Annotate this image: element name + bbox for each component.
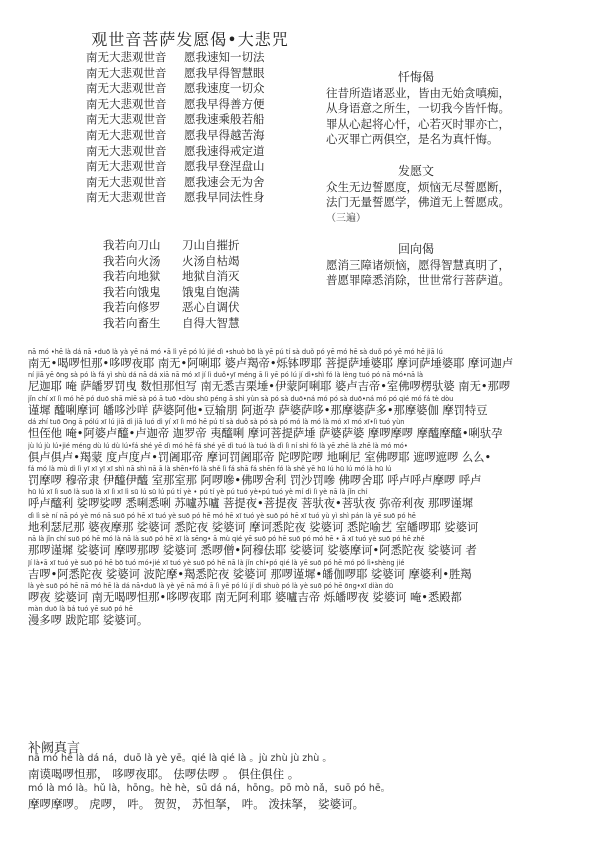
mantra-pinyin: fá mó là mù dì lì yī xī yī xī shì nā shì nā ā là shēn•fó là shě lì fá shā fá shēn fó là shě yē hū lú hū lú mó là hū lú bbox=[28, 465, 392, 474]
vow-line bbox=[86, 112, 265, 128]
repentance-line: 往昔所造诸恶业，皆由无始贪嗔痴， bbox=[326, 85, 510, 100]
vow-verses-block-2 bbox=[103, 238, 240, 332]
vow-invocation: 南无大悲观世音 bbox=[86, 159, 167, 174]
supplement-mantra bbox=[28, 752, 588, 812]
vow-result: 饿鬼自饱满 bbox=[182, 284, 240, 299]
repentance-title: 忏悔偈 bbox=[397, 70, 434, 84]
supplement-hanzi-line: 摩啰摩啰。 虎啰， 吽。 贺贺， 苏怛拏， 吽。 泼抹拏， 娑婆诃。 bbox=[28, 797, 365, 811]
vow-wish: 愿我速会无为舍 bbox=[184, 174, 265, 189]
mantra-hanzi: 吉啰•阿悉陀夜 娑婆诃 波陀摩•羯悉陀夜 娑婆诃 那啰谨墀•皤伽啰耶 娑婆诃 摩婆利•胜羯 bbox=[28, 567, 472, 581]
vow-line bbox=[86, 190, 265, 206]
vow-invocation: 南无大悲观世音 bbox=[86, 65, 167, 80]
mantra-pinyin: jù lú jù lú•jié méng dù lú dù lú•fá shé yē dì mó hē fá shé yē dì tuó là tuó là dì lì ní shì fó là yē zhē là zhē là mó mó• bbox=[28, 441, 408, 450]
repentance-line: 从身语意之所生，一切我今皆忏悔。 bbox=[326, 101, 510, 116]
vow-condition: 我若向地狱 bbox=[103, 269, 161, 284]
mantra-hanzi: 俱卢俱卢•羯蒙 度卢度卢•罚阇耶帝 摩诃罚阇耶帝 陀啰陀啰 地唎尼 室佛啰耶 遮啰遮啰 么么• bbox=[28, 450, 492, 464]
vow-line bbox=[86, 144, 265, 160]
mantra-pinyin: nā là jǐn chí suō pó hē mó là nā là suō pó hē xī là sēng• ā mù qié yē suō pó hē suō pó mó hē • ā xī tuó yè suō pó hē zhě bbox=[28, 535, 425, 544]
vow-line-2 bbox=[103, 316, 240, 332]
vow-line bbox=[86, 66, 265, 82]
mantra-pinyin: là yè suō pó hē nā mó hē là dá nā•duō là yè yē nā mó ā lì yē pó lú jí dì shuò pó là yè suō pó hē ōng•xī diàn dū bbox=[28, 582, 394, 591]
vow-invocation: 南无大悲观世音 bbox=[86, 50, 167, 64]
vow-result: 地狱自消灭 bbox=[182, 269, 240, 284]
vow-wish: 愿我早得善方便 bbox=[184, 96, 265, 111]
mantra-hanzi: 地利瑟尼那 婆夜摩那 娑婆诃 悉陀夜 娑婆诃 摩诃悉陀夜 娑婆诃 悉陀喻艺 室皤啰耶 娑婆诃 bbox=[28, 520, 479, 534]
mantra-hanzi: 啰夜 娑婆诃 南无喝啰怛那•哆啰夜耶 南无阿利耶 婆嚧吉帝 烁皤啰夜 娑婆诃 唵•悉殿都 bbox=[28, 591, 462, 605]
vow-wish: 愿我早得越苦海 bbox=[184, 127, 265, 142]
mantra-hanzi: 南无•喝啰怛那•哆啰夜耶 南无•阿唎耶 婆卢羯帝•烁钵啰耶 菩提萨埵婆耶 摩诃萨埵婆耶 摩诃迦卢 bbox=[28, 357, 514, 370]
repeat-note: （三遍） bbox=[326, 212, 366, 224]
vow-wish: 愿我早登涅盘山 bbox=[184, 159, 265, 174]
vow-condition: 我若向火汤 bbox=[103, 253, 161, 268]
vow-wish: 愿我速乘般若船 bbox=[184, 112, 265, 127]
vow-result: 恶心自调伏 bbox=[182, 300, 240, 315]
vow-invocation: 南无大悲观世音 bbox=[86, 112, 167, 127]
mantra-pinyin: Jí là•ā xī tuó yè suō pó hē bō tuó mó•jié xī tuó yè suō pó hē nā là jǐn chí•pó qié là yē suō pó hē mó pó lì•shèng jié bbox=[28, 558, 405, 567]
vow-wish: 愿我速得戒定道 bbox=[184, 143, 265, 158]
mantra-line bbox=[28, 418, 588, 441]
vow-text-line: 众生无边誓愿度，烦恼无尽誓愿断， bbox=[326, 179, 510, 194]
vow-line bbox=[86, 159, 265, 175]
vow-text-line: 法门无量誓愿学，佛道无上誓愿成。 bbox=[326, 195, 510, 210]
mantra-hanzi: 谨墀 醯唎摩诃 皤哆沙咩 萨婆阿他•豆输朋 阿逝孕 萨婆萨哆•那摩婆萨多•那摩婆伽 摩罚特豆 bbox=[28, 403, 488, 417]
mantra-line bbox=[28, 605, 588, 628]
vow-line-2 bbox=[103, 269, 240, 285]
mantra-line bbox=[28, 395, 588, 418]
mantra-pinyin: nā mó •hē là dá nā •duō là yà yē ná mó •ā lì yē pó lú jié dì •shuò bō là yē pú tí sà duǒ pó yē mó hē sà duǒ pó yē mó hē jiā lú bbox=[28, 348, 443, 356]
mantra-hanzi: 罚摩啰 穆帝隶 伊醯伊醯 室那室那 阿啰嘇•佛啰舍利 罚沙罚嘇 佛啰舍耶 呼卢呼卢摩啰 呼卢 bbox=[28, 474, 482, 488]
vow-wish: 愿我速度一切众 bbox=[184, 81, 265, 96]
vow-condition: 我若向饿鬼 bbox=[103, 284, 161, 299]
vow-line bbox=[86, 175, 265, 191]
vow-wish: 愿我早得智慧眼 bbox=[184, 65, 265, 80]
supplement-title: 补阙真言 bbox=[28, 741, 81, 756]
vow-line bbox=[86, 97, 265, 113]
mantra-line bbox=[28, 371, 588, 394]
vow-line-2 bbox=[103, 285, 240, 301]
vow-invocation: 南无大悲观世音 bbox=[86, 81, 167, 96]
mantra-pinyin: dá zhí tuō Ong ā pólú xī lú jiā dì jiā luó dì yí xī lì mó hē pú tí sà duǒ sà pó sà pó mó là mó là mó xī mó xī•lì tuó yùn bbox=[28, 418, 405, 427]
vow-wish: 愿我速知一切法 bbox=[184, 50, 265, 64]
repentance-verse bbox=[326, 70, 526, 148]
vow-wish: 愿我早同法性身 bbox=[184, 190, 265, 205]
mantra-pinyin: hū lú xī lì suō là suō là xī lì xī lì sū lú sū lú pú tí yè • pú tí yè pú tuó yè•pú tuó yè mí dì lì yè nā là jǐn chí bbox=[28, 488, 368, 497]
vow-line bbox=[86, 50, 265, 66]
vow-text-title: 发愿文 bbox=[397, 164, 434, 178]
repentance-line: 罪从心起将心忏，心若灭时罪亦亡， bbox=[326, 116, 510, 131]
vow-invocation: 南无大悲观世音 bbox=[86, 174, 167, 189]
vow-invocation: 南无大悲观世音 bbox=[86, 190, 167, 205]
mantra-line bbox=[28, 348, 588, 371]
mantra-hanzi: 呼卢醯利 娑啰娑啰 悉唎悉唎 苏嚧苏嚧 菩提夜•菩提夜 菩驮夜•菩驮夜 弥帝利夜 那啰谨墀 bbox=[28, 497, 474, 511]
vow-invocation: 南无大悲观世音 bbox=[86, 143, 167, 158]
page-title: 观世音菩萨发愿偈•大悲咒 bbox=[91, 30, 289, 49]
vow-condition: 我若向畜生 bbox=[103, 315, 161, 330]
dedication-line: 普愿罪障悉消除，世世常行菩萨道。 bbox=[326, 273, 510, 288]
mantra-line bbox=[28, 442, 588, 465]
vow-text bbox=[326, 164, 526, 226]
supplement-hanzi-line: 南谟喝啰怛那， 哆啰夜耶。 佉啰佉啰 。 俱住俱住 。 bbox=[28, 767, 300, 781]
mantra-line bbox=[28, 559, 588, 582]
mantra-line bbox=[28, 488, 588, 511]
mantra-line bbox=[28, 582, 588, 605]
great-compassion-mantra bbox=[28, 348, 588, 629]
mantra-pinyin: ní jiā yē ōng sà pó là fá yì shù dá nā dá xiā nā mó xī jí lì duǒ•yī méng ā lì yē pó lú jí dì•shì fó là lèng tuó pó nā mó•nā là bbox=[28, 371, 424, 380]
vow-line bbox=[86, 128, 265, 144]
mantra-line bbox=[28, 535, 588, 558]
mantra-hanzi: 漫多啰 跋陀耶 娑婆诃。 bbox=[28, 614, 149, 628]
vow-line bbox=[86, 81, 265, 97]
mantra-pinyin: jǐn chí xī lì mó hē pó duō shā miē sà pó ā tuō •dòu shū péng ā shì yùn sà pó sà duō•ná mó pó sà duō•ná mó pó qié mó fá tè dòu bbox=[28, 394, 454, 403]
dedication-title: 回向偈 bbox=[397, 242, 434, 256]
dedication-line: 愿消三障诸烦恼，愿得智慧真明了， bbox=[326, 257, 510, 272]
vow-condition: 我若向刀山 bbox=[103, 238, 161, 252]
vow-result: 火汤自枯竭 bbox=[182, 253, 240, 268]
vow-verses-block bbox=[86, 50, 265, 206]
vow-invocation: 南无大悲观世音 bbox=[86, 96, 167, 111]
mantra-line bbox=[28, 465, 588, 488]
dedication-verse bbox=[326, 242, 526, 289]
vow-result: 刀山自摧折 bbox=[182, 238, 240, 252]
vow-condition: 我若向修罗 bbox=[103, 300, 161, 315]
vow-line-2 bbox=[103, 254, 240, 270]
mantra-line bbox=[28, 512, 588, 535]
mantra-hanzi: 那啰谨墀 娑婆诃 摩啰那啰 娑婆诃 悉啰僧•阿穆佉耶 娑婆诃 娑婆摩诃•阿悉陀夜 娑婆诃 者 bbox=[28, 544, 477, 558]
vow-line-2 bbox=[103, 238, 240, 254]
mantra-hanzi: 尼迦耶 唵 萨皤罗罚曳 数怛那怛写 南无悉吉栗埵•伊蒙阿唎耶 婆卢吉帝•室佛啰楞驮婆 南无•那啰 bbox=[28, 380, 511, 394]
repentance-line: 心灭罪亡两俱空，是名为真忏悔。 bbox=[326, 132, 499, 147]
mantra-hanzi: 怛侄他 唵•阿婆卢醯•卢迦帝 迦罗帝 夷醯唎 摩诃菩提萨埵 萨婆萨婆 摩啰摩啰 摩醯摩醯•唎驮孕 bbox=[28, 427, 503, 441]
supplement-pinyin-line: nā mó hē là dá ná，duō là yè yē。qié là qié là 。jù zhù jù zhù 。 bbox=[28, 753, 332, 764]
mantra-pinyin: dì lì sè ní nā pó yè mó nā suō pó hē xī tuó yè suō pó hē mó hē xī tuó yè suō pó hē xī tuó yù yì shì pán là yē suō pó hē bbox=[28, 511, 416, 520]
vow-line-2 bbox=[103, 300, 240, 316]
mantra-pinyin: màn duō là bá tuó yē suō pó hē bbox=[28, 605, 133, 614]
vow-result: 自得大智慧 bbox=[182, 315, 240, 330]
vow-invocation: 南无大悲观世音 bbox=[86, 127, 167, 142]
supplement-pinyin-line: mó là mó là。hǔ là，hōng。hè hè，sū dá ná，hōng。pō mò nǎ，suō pó hē。 bbox=[28, 783, 391, 794]
